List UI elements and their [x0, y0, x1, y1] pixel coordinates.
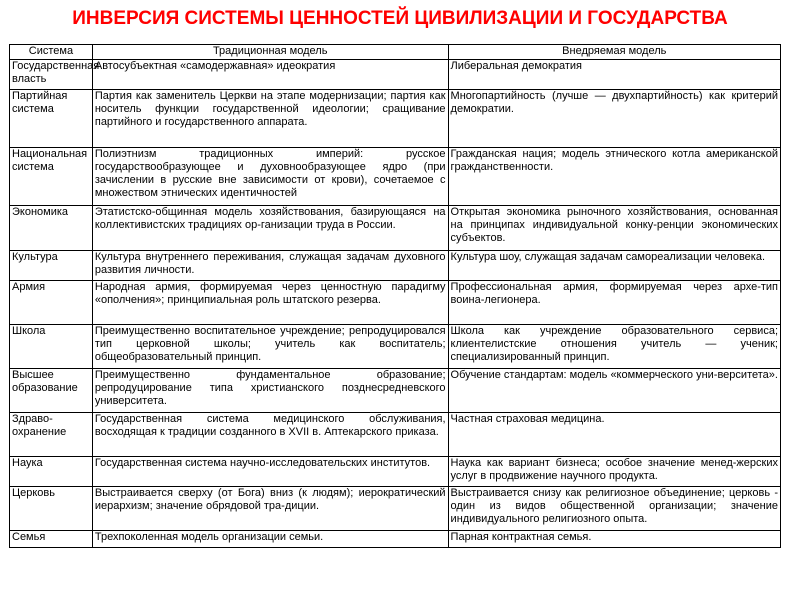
- cell-modern: Культура шоу, служащая задачам самореализации человека.: [448, 251, 780, 281]
- cell-system: Армия: [10, 281, 93, 325]
- cell-system: Здраво-охранение: [10, 413, 93, 457]
- cell-traditional: Партия как заменитель Церкви на этапе модернизации; партия как носитель функции государственной идеологии; сращивание партийного и государственного аппарата.: [92, 90, 448, 148]
- cell-modern: Обучение стандартам: модель «коммерческого уни-верситета».: [448, 369, 780, 413]
- cell-system: Наука: [10, 457, 93, 487]
- cell-modern: Открытая экономика рыночного хозяйствования, основанная на принципах индивидуальной конку-ренции экономических субъектов.: [448, 206, 780, 251]
- table-row: [10, 325, 781, 369]
- cell-system: Школа: [10, 325, 93, 369]
- cell-modern: Наука как вариант бизнеса; особое значение менед-жерских услуг в продвижение научного продукта.: [448, 457, 780, 487]
- table-row: [10, 60, 781, 90]
- cell-modern: Школа как учреждение образовательного сервиса; клиентелистские отношения учитель — ученик; специализированный принцип.: [448, 325, 780, 369]
- cell-traditional: Государственная система научно-исследовательских институтов.: [92, 457, 448, 487]
- cell-modern: Парная контрактная семья.: [448, 531, 780, 548]
- cell-traditional: Выстраивается сверху (от Бога) вниз (к людям); иерократический иерархизм; значение обрядовой тра-диции.: [92, 487, 448, 531]
- cell-system: Партийная система: [10, 90, 93, 148]
- cell-system: Экономика: [10, 206, 93, 251]
- table-row: [10, 413, 781, 457]
- table-row: [10, 281, 781, 325]
- cell-traditional: Культура внутреннего переживания, служащая задачам духовного развития личности.: [92, 251, 448, 281]
- cell-modern: Гражданская нация; модель этнического котла американской гражданственности.: [448, 148, 780, 206]
- header-system: Система: [10, 45, 93, 60]
- page-title: ИНВЕРСИЯ СИСТЕМЫ ЦЕННОСТЕЙ ЦИВИЛИЗАЦИИ И ГОСУДАРСТВА: [72, 8, 728, 29]
- cell-traditional: Государственная система медицинского обслуживания, восходящая к традиции созданного в XVII в. Аптекарского приказа.: [92, 413, 448, 457]
- comparison-table: [9, 44, 781, 548]
- table-row: [10, 531, 781, 548]
- cell-system: Культура: [10, 251, 93, 281]
- cell-traditional: Народная армия, формируемая через ценностную парадигму «ополчения»; принципиальная роль штатского резерва.: [92, 281, 448, 325]
- cell-system: Семья: [10, 531, 93, 548]
- cell-modern: Выстраивается снизу как религиозное объединение; церковь - один из видов общественной организации; значение индивидуального религиозного опыта.: [448, 487, 780, 531]
- cell-traditional: Трехпоколенная модель организации семьи.: [92, 531, 448, 548]
- cell-traditional: Этатистско-общинная модель хозяйствования, базирующаяся на коллективистских традициях ор-ганизации труда в России.: [92, 206, 448, 251]
- table-row: [10, 251, 781, 281]
- cell-modern: Профессиональная армия, формируемая через архе-тип воина-легионера.: [448, 281, 780, 325]
- cell-traditional: Автосубъектная «самодержавная» идеократия: [92, 60, 448, 90]
- cell-traditional: Преимущественно воспитательное учреждение; репродуцировался тип церковной школы; учитель как воспитатель; общеобразовательный принцип.: [92, 325, 448, 369]
- table-row: [10, 487, 781, 531]
- header-modern: Внедряемая модель: [448, 45, 780, 60]
- header-traditional: Традиционная модель: [92, 45, 448, 60]
- cell-modern: Частная страховая медицина.: [448, 413, 780, 457]
- cell-system: Национальная система: [10, 148, 93, 206]
- cell-traditional: Полиэтнизм традиционных империй: русское государствообразующее и духовнообразующее ядро (при зачислении в русские вне зависимости от крови), сочетаемое с множеством этнических идентичностей: [92, 148, 448, 206]
- cell-system: Государственная власть: [10, 60, 93, 90]
- table-row: [10, 457, 781, 487]
- cell-modern: Многопартийность (лучше — двухпартийность) как критерий демократии.: [448, 90, 780, 148]
- cell-modern: Либеральная демократия: [448, 60, 780, 90]
- table-header-row: [10, 45, 781, 60]
- table-row: [10, 90, 781, 148]
- table-row: [10, 148, 781, 206]
- cell-system: Высшее образование: [10, 369, 93, 413]
- cell-traditional: Преимущественно фундаментальное образование; репродуцирование типа христианского позднесредневского университета.: [92, 369, 448, 413]
- cell-system: Церковь: [10, 487, 93, 531]
- table-row: [10, 206, 781, 251]
- table-row: [10, 369, 781, 413]
